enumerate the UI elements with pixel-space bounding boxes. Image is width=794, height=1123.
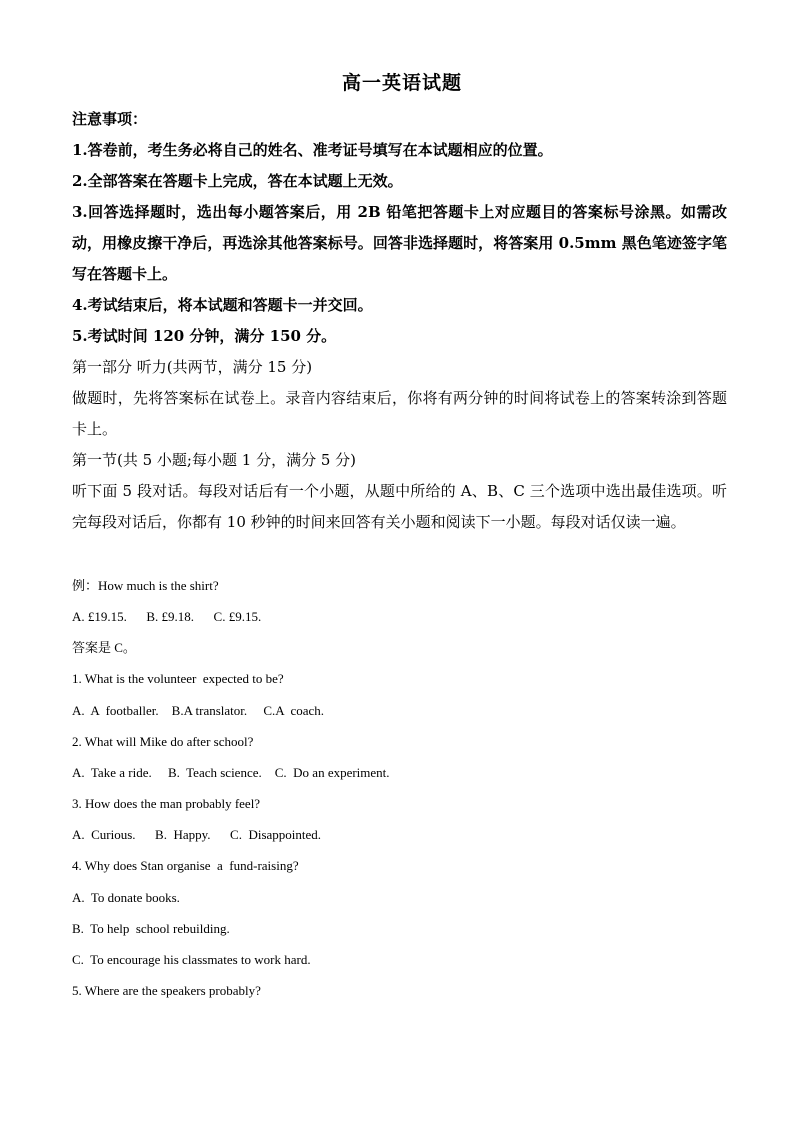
exam-page bbox=[72, 0, 732, 1123]
notice-item-1: 1.答卷前，考生务必将自己的姓名、准考证号填写在本试题相应的位置。 bbox=[72, 141, 553, 159]
page-title: 高一英语试题 bbox=[341, 72, 462, 94]
question-2-options: A. Take a ride. B. Teach science. C. Do an experiment. bbox=[72, 765, 390, 780]
notice-heading: 注意事项： bbox=[72, 110, 148, 128]
question-4: 4. Why does Stan organise a fund-raising? bbox=[72, 858, 299, 873]
question-3: 3. How does the man probably feel? bbox=[72, 796, 261, 811]
notice-item-5: 5.考试时间 120 分钟，满分 150 分。 bbox=[72, 327, 337, 345]
question-4-option-a: A. To donate books. bbox=[72, 890, 180, 905]
example-options: A. £19.15. B. £9.18. C. £9.15. bbox=[72, 609, 262, 624]
example-answer: 答案是 C。 bbox=[72, 640, 136, 655]
question-4-option-b: B. To help school rebuilding. bbox=[72, 921, 230, 936]
question-3-options: A. Curious. B. Happy. C. Disappointed. bbox=[72, 827, 322, 842]
question-1: 1. What is the volunteer expected to be? bbox=[72, 671, 284, 686]
question-5: 5. Where are the speakers probably? bbox=[72, 983, 261, 998]
question-2: 2. What will Mike do after school? bbox=[72, 734, 254, 749]
notice-item-3: 3.回答选择题时，选出每小题答案后，用 2B 铅笔把答题卡上对应题目的答案标号涂黑。如需改动，用橡皮擦干净后，再选涂其他答案标号。回答非选择题时，将答案用 0.5mm 黑色笔迹签字笔写在答题卡上。 bbox=[72, 203, 727, 283]
notice-item-2: 2.全部答案在答题卡上完成，答在本试题上无效。 bbox=[72, 172, 403, 190]
part1-heading: 第一部分 听力(共两节，满分 15 分) bbox=[72, 358, 313, 376]
notice-item-4: 4.考试结束后，将本试题和答题卡一并交回。 bbox=[72, 296, 373, 314]
part1-instruction: 做题时，先将答案标在试卷上。录音内容结束后，你将有两分钟的时间将试卷上的答案转涂到答题卡上。 bbox=[72, 389, 727, 438]
example-question: 例：How much is the shirt? bbox=[72, 578, 219, 593]
question-4-option-c: C. To encourage his classmates to work hard. bbox=[72, 952, 311, 967]
section1-heading: 第一节(共 5 小题;每小题 1 分，满分 5 分) bbox=[72, 451, 356, 469]
section1-instruction: 听下面 5 段对话。每段对话后有一个小题，从题中所给的 A、B、C 三个选项中选出最佳选项。听完每段对话后，你都有 10 秒钟的时间来回答有关小题和阅读下一小题。每段对话仅读一遍。 bbox=[72, 482, 727, 531]
question-1-options: A. A footballer. B.A translator. C.A coach. bbox=[72, 703, 325, 718]
